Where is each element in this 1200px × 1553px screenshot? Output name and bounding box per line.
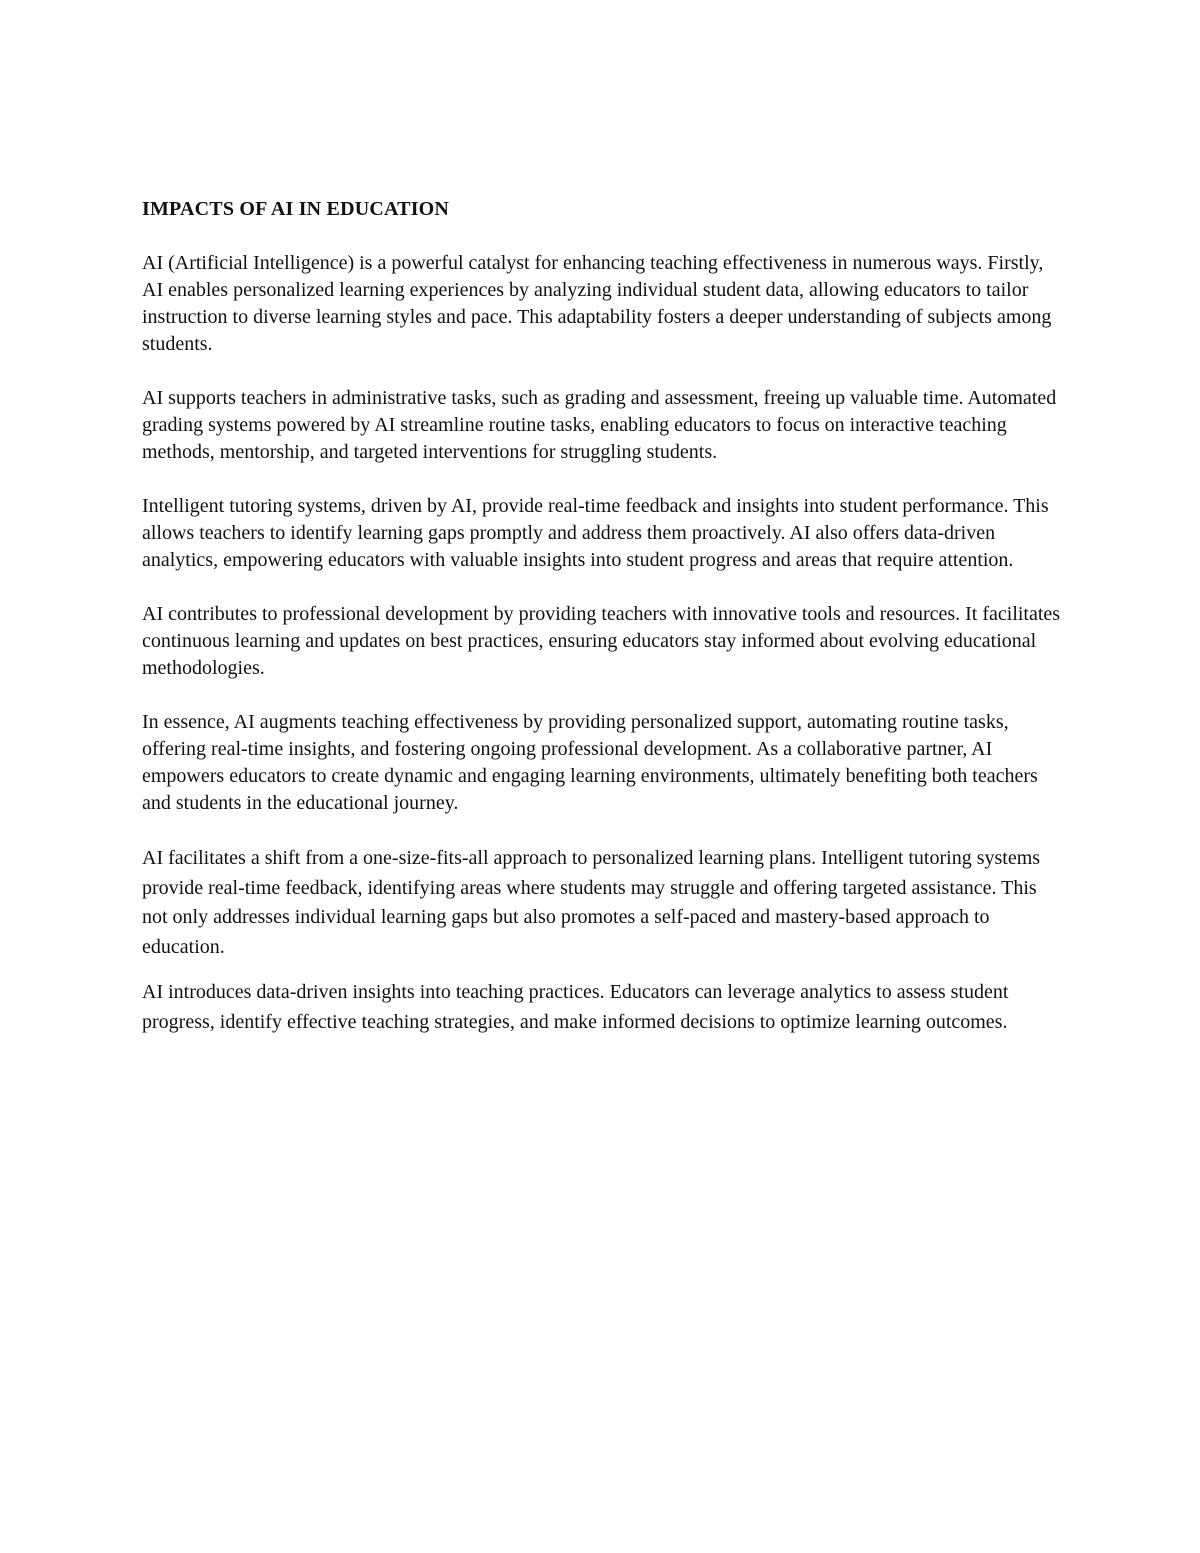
paragraph-2: AI supports teachers in administrative tasks, such as grading and assessment, freeing up valuable time. Automated grading systems powered by AI streamline routine tasks, enabling educators to focus on interactive teaching methods, mentorship, and targeted interventions for struggling students. bbox=[142, 387, 1057, 463]
document-title: IMPACTS OF AI IN EDUCATION bbox=[142, 198, 450, 220]
document-body bbox=[142, 196, 1067, 1053]
paragraph-5: In essence, AI augments teaching effectiveness by providing personalized support, automating routine tasks, offering real-time insights, and fostering ongoing professional development. As a collaborative partner, AI empowers educators to create dynamic and engaging learning environments, ultimately benefiting both teachers and students in the educational journey. bbox=[142, 711, 1038, 814]
paragraph-4: AI contributes to professional development by providing teachers with innovative tools and resources. It facilitates continuous learning and updates on best practices, ensuring educators stay informed about evolving educational methodologies. bbox=[142, 603, 1061, 679]
paragraph-7: AI introduces data-driven insights into teaching practices. Educators can leverage analytics to assess student progress, identify effective teaching strategies, and make informed decisions to optimize learning outcomes. bbox=[142, 981, 1009, 1033]
paragraph-3: Intelligent tutoring systems, driven by AI, provide real-time feedback and insights into student performance. This allows teachers to identify learning gaps promptly and address them proactively. AI also offers data-driven analytics, empowering educators with valuable insights into student progress and areas that require attention. bbox=[142, 495, 1049, 571]
paragraph-6: AI facilitates a shift from a one-size-fits-all approach to personalized learning plans. Intelligent tutoring systems provide real-time feedback, identifying areas where students may struggle and offering targeted assistance. This not only addresses individual learning gaps but also promotes a self-paced and mastery-based approach to education. bbox=[142, 847, 1041, 958]
paragraph-1: AI (Artificial Intelligence) is a powerful catalyst for enhancing teaching effectiveness in numerous ways. Firstly, AI enables personalized learning experiences by analyzing individual student data, allowing educators to tailor instruction to diverse learning styles and pace. This adaptability fosters a deeper understanding of subjects among students. bbox=[142, 252, 1052, 355]
